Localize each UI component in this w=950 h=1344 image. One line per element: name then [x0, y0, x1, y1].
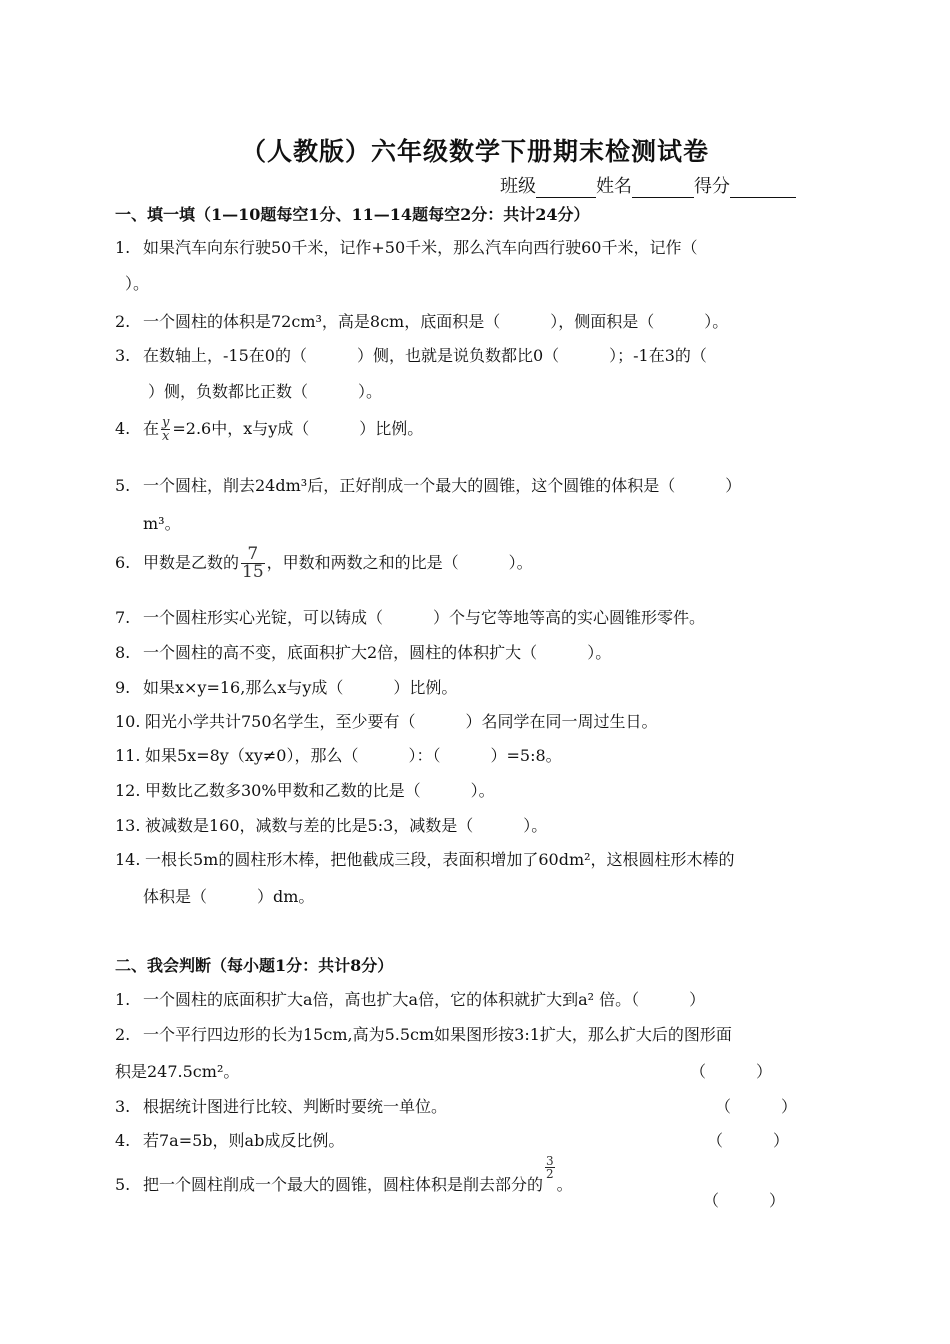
- question-1-1: 1. 如果汽车向东行驶50千米，记作+50千米，那么汽车向西行驶60千米，记作（: [115, 238, 698, 257]
- question-1-5-cont: m³。: [143, 514, 181, 533]
- score-blank: [730, 177, 796, 198]
- question-2-2: 2. 一个平行四边形的长为15cm,高为5.5cm如果图形按3:1扩大，那么扩大后的图形面: [115, 1025, 732, 1044]
- question-1-3-cont: ）侧，负数都比正数（ ）。: [148, 382, 383, 401]
- question-1-1-cont: ）。: [125, 274, 150, 293]
- question-2-1: 1. 一个圆柱的底面积扩大a倍，高也扩大a倍，它的体积就扩大到a² 倍。（ ）: [115, 990, 706, 1009]
- question-1-9: 9. 如果x×y=16,那么x与y成（ ）比例。: [115, 678, 458, 697]
- question-1-11: 11. 如果5x=8y（xy≠0），那么（ ）：（ ）=5:8。: [115, 746, 562, 765]
- question-1-14-cont: 体积是（ ）dm。: [143, 887, 315, 906]
- question-1-6: 6. 甲数是乙数的 $\frac{7}{15}$ ，甲数和两数之和的比是（ ）。: [115, 544, 533, 582]
- page-title: （人教版）六年级数学下册期末检测试卷: [240, 137, 709, 166]
- question-1-8: 8. 一个圆柱的高不变，底面积扩大2倍，圆柱的体积扩大（ ）。: [115, 643, 612, 662]
- question-1-7: 7. 一个圆柱形实心光锭，可以铸成（ ）个与它等地等高的实心圆锥形零件。: [115, 608, 706, 627]
- question-1-3: 3. 在数轴上，-15在0的（ ）侧，也就是说负数都比0（ ）；-1在3的（: [115, 346, 707, 365]
- question-2-2-answer: （ ）: [690, 1062, 773, 1081]
- question-1-14: 14. 一根长5m的圆柱形木棒，把他截成三段，表面积增加了60dm²，这根圆柱形木棒的: [115, 850, 735, 869]
- question-2-5-answer: （ ）: [703, 1191, 786, 1210]
- name-blank: [632, 177, 694, 198]
- question-1-12: 12. 甲数比乙数多30%甲数和乙数的比是（ ）。: [115, 781, 495, 800]
- question-2-5: 5. 把一个圆柱削成一个最大的圆锥，圆柱体积是削去部分的 $\frac{3}{2}$ 。: [115, 1154, 573, 1194]
- student-info-line: [500, 172, 796, 198]
- question-2-2-cont: 积是247.5cm²。: [115, 1062, 240, 1081]
- name-label: 姓名: [596, 176, 632, 197]
- question-2-3-answer: （ ）: [715, 1097, 798, 1116]
- fraction-7-over-15: $\frac{7}{15}$: [242, 544, 264, 582]
- question-1-2: 2. 一个圆柱的体积是72cm³，高是8cm，底面积是（ ），侧面积是（ ）。: [115, 312, 729, 331]
- class-label: 班级: [500, 176, 536, 197]
- score-label: 得分: [694, 176, 730, 197]
- question-1-4: 4. 在 $\frac{y}{x}$ =2.6中，x与y成（ ）比例。: [115, 415, 424, 444]
- class-blank: [536, 177, 596, 198]
- fraction-3-over-2: $\frac{3}{2}$: [546, 1154, 554, 1181]
- question-2-4-answer: （ ）: [707, 1131, 790, 1150]
- question-2-4: 4. 若7a=5b，则ab成反比例。: [115, 1131, 345, 1150]
- section-2-heading: 二、我会判断（每小题1分：共计8分）: [115, 956, 394, 975]
- fraction-y-over-x: $\frac{y}{x}$: [162, 415, 170, 444]
- question-1-13: 13. 被减数是160，减数与差的比是5:3，减数是（ ）。: [115, 816, 548, 835]
- section-1-heading: 一、填一填（1—10题每空1分、11—14题每空2分：共计24分）: [115, 205, 590, 224]
- question-1-10: 10. 阳光小学共计750名学生，至少要有（ ）名同学在同一周过生日。: [115, 712, 658, 731]
- question-1-5: 5. 一个圆柱，削去24dm³后，正好削成一个最大的圆锥，这个圆锥的体积是（ ）: [115, 476, 742, 495]
- question-2-3: 3. 根据统计图进行比较、判断时要统一单位。: [115, 1097, 448, 1116]
